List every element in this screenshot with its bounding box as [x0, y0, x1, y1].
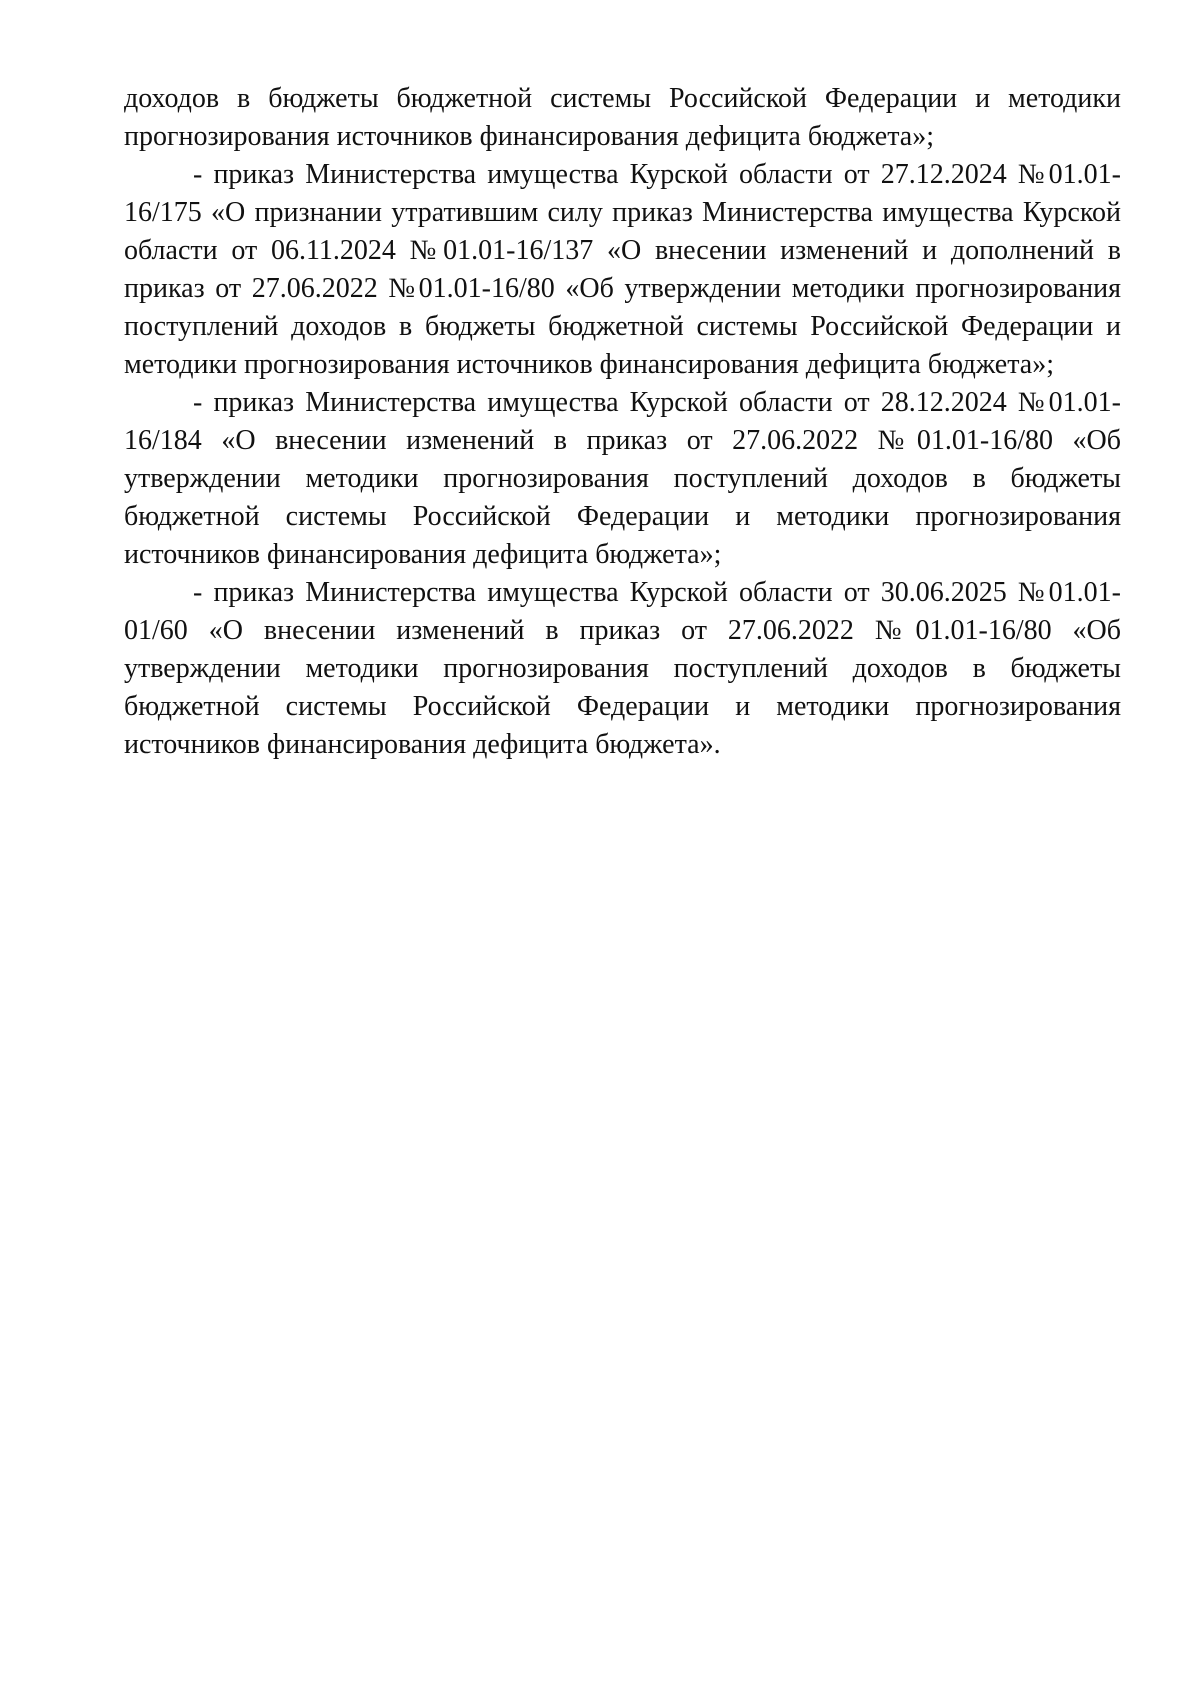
paragraph-continuation: доходов в бюджеты бюджетной системы Российской Федерации и методики прогнозирования источников финансирования дефицита бюджета»; — [124, 83, 1121, 152]
paragraph-order-list-item: - приказ Министерства имущества Курской области от 27.12.2024 №01.01-16/175 «О признании утратившим силу приказ Министерства имущества Курской области от 06.11.2024 №01.01-16/137 «О внесении изменений и дополнений в приказ от 27.06.2022 №01.01-16/80 «Об утверждении методики прогнозирования поступлений доходов в бюджеты бюджетной системы Российской Федерации и методики прогнозирования источников финансирования дефицита бюджета»; — [124, 159, 1121, 380]
document-body — [124, 80, 1121, 764]
paragraph-order-list-item: - приказ Министерства имущества Курской области от 28.12.2024 №01.01-16/184 «О внесении изменений в приказ от 27.06.2022 №01.01-16/80 «Об утверждении методики прогнозирования поступлений доходов в бюджеты бюджетной системы Российской Федерации и методики прогнозирования источников финансирования дефицита бюджета»; — [124, 387, 1121, 570]
paragraph-order-list-item: - приказ Министерства имущества Курской области от 30.06.2025 №01.01-01/60 «О внесении изменений в приказ от 27.06.2022 №01.01-16/80 «Об утверждении методики прогнозирования поступлений доходов в бюджеты бюджетной системы Российской Федерации и методики прогнозирования источников финансирования дефицита бюджета». — [124, 577, 1121, 760]
